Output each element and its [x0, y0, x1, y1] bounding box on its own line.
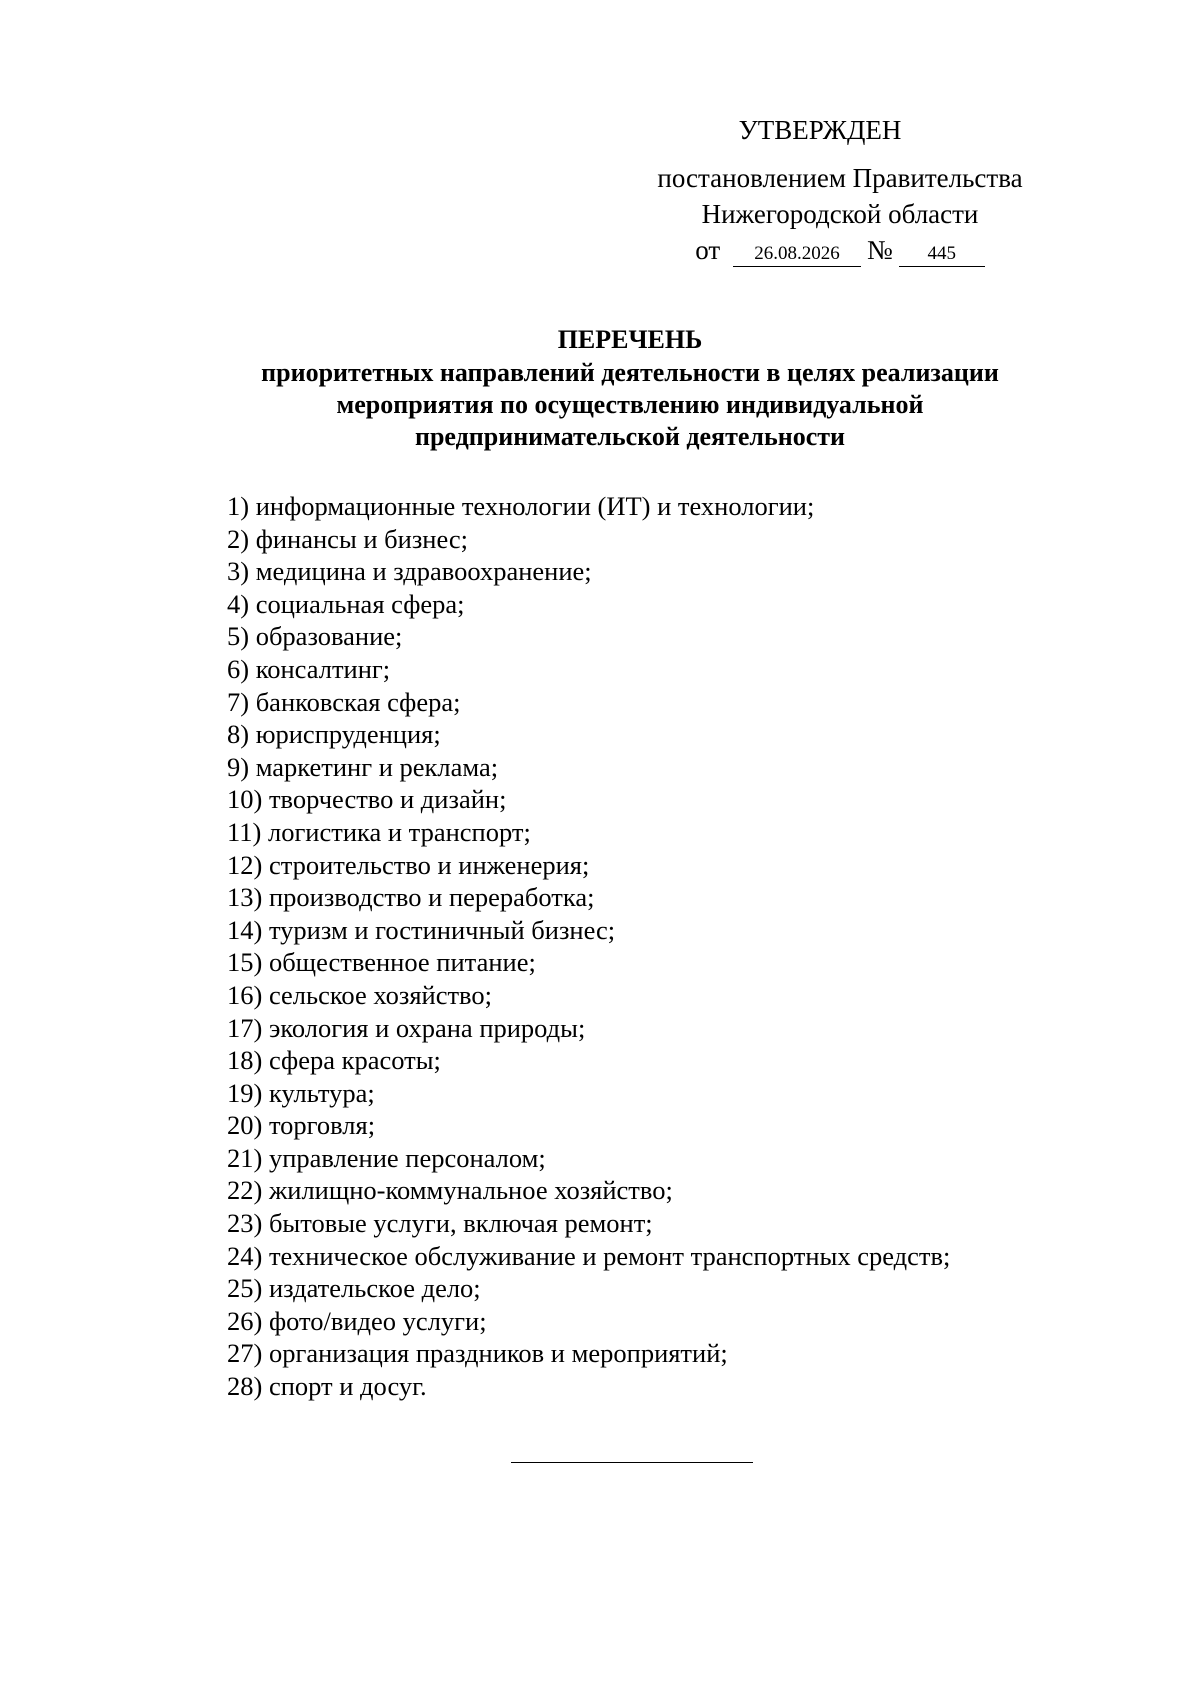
- list-item: 18) сфера красоты;: [227, 1045, 441, 1076]
- list-item: 13) производство и переработка;: [227, 882, 595, 913]
- heading-line-3: предпринимательской деятельности: [414, 422, 845, 451]
- heading-line-1: приоритетных направлений деятельности в целях реализации: [261, 358, 999, 387]
- heading-title: ПЕРЕЧЕНЬ: [557, 325, 703, 354]
- approval-number: 445: [899, 242, 985, 267]
- number-sign: №: [866, 235, 893, 265]
- document-heading: [180, 324, 1080, 453]
- list-item: 28) спорт и досуг.: [227, 1371, 427, 1402]
- approval-block: [630, 112, 1050, 268]
- list-item: 14) туризм и гостиничный бизнес;: [227, 914, 616, 945]
- list-item: 8) юриспруденция;: [227, 719, 441, 750]
- list-item: 19) культура;: [227, 1077, 375, 1108]
- end-divider: [511, 1462, 753, 1463]
- list-item: 22) жилищно-коммунальное хозяйство;: [227, 1175, 673, 1206]
- approval-line-resolution: постановлением Правительства: [657, 163, 1023, 193]
- list-item: 26) фото/видео услуги;: [227, 1305, 487, 1336]
- from-label: от: [695, 235, 721, 265]
- approval-date: 26.08.2026: [733, 242, 861, 267]
- list-item: 20) торговля;: [227, 1110, 376, 1141]
- list-item: 5) образование;: [227, 621, 403, 652]
- approval-line-region: Нижегородской области: [701, 199, 979, 229]
- list-item: 12) строительство и инженерия;: [227, 849, 590, 880]
- list-item: 11) логистика и транспорт;: [227, 816, 531, 847]
- list-item: 1) информационные технологии (ИТ) и технологии;: [227, 491, 815, 521]
- list-item: 10) творчество и дизайн;: [227, 784, 507, 815]
- heading-line-2: мероприятия по осуществлению индивидуальной: [336, 390, 924, 419]
- list-item: 9) маркетинг и реклама;: [227, 751, 499, 782]
- priority-list: [227, 490, 1127, 1403]
- list-item: 2) финансы и бизнес;: [227, 523, 469, 554]
- list-item: 15) общественное питание;: [227, 947, 536, 978]
- list-item: 25) издательское дело;: [227, 1273, 481, 1304]
- list-item: 7) банковская сфера;: [227, 686, 461, 717]
- approval-title: УТВЕРЖДЕН: [738, 115, 902, 145]
- list-item: 16) сельское хозяйство;: [227, 979, 492, 1010]
- list-item: 23) бытовые услуги, включая ремонт;: [227, 1208, 653, 1239]
- list-item: 27) организация праздников и мероприятий;: [227, 1338, 728, 1369]
- list-item: 21) управление персоналом;: [227, 1142, 546, 1173]
- list-item: 4) социальная сфера;: [227, 588, 465, 619]
- list-item: 3) медицина и здравоохранение;: [227, 556, 592, 587]
- list-item: 17) экология и охрана природы;: [227, 1012, 586, 1043]
- list-item: 24) техническое обслуживание и ремонт транспортных средств;: [227, 1240, 951, 1271]
- list-item: 6) консалтинг;: [227, 653, 391, 684]
- approval-date-line: [630, 232, 1050, 268]
